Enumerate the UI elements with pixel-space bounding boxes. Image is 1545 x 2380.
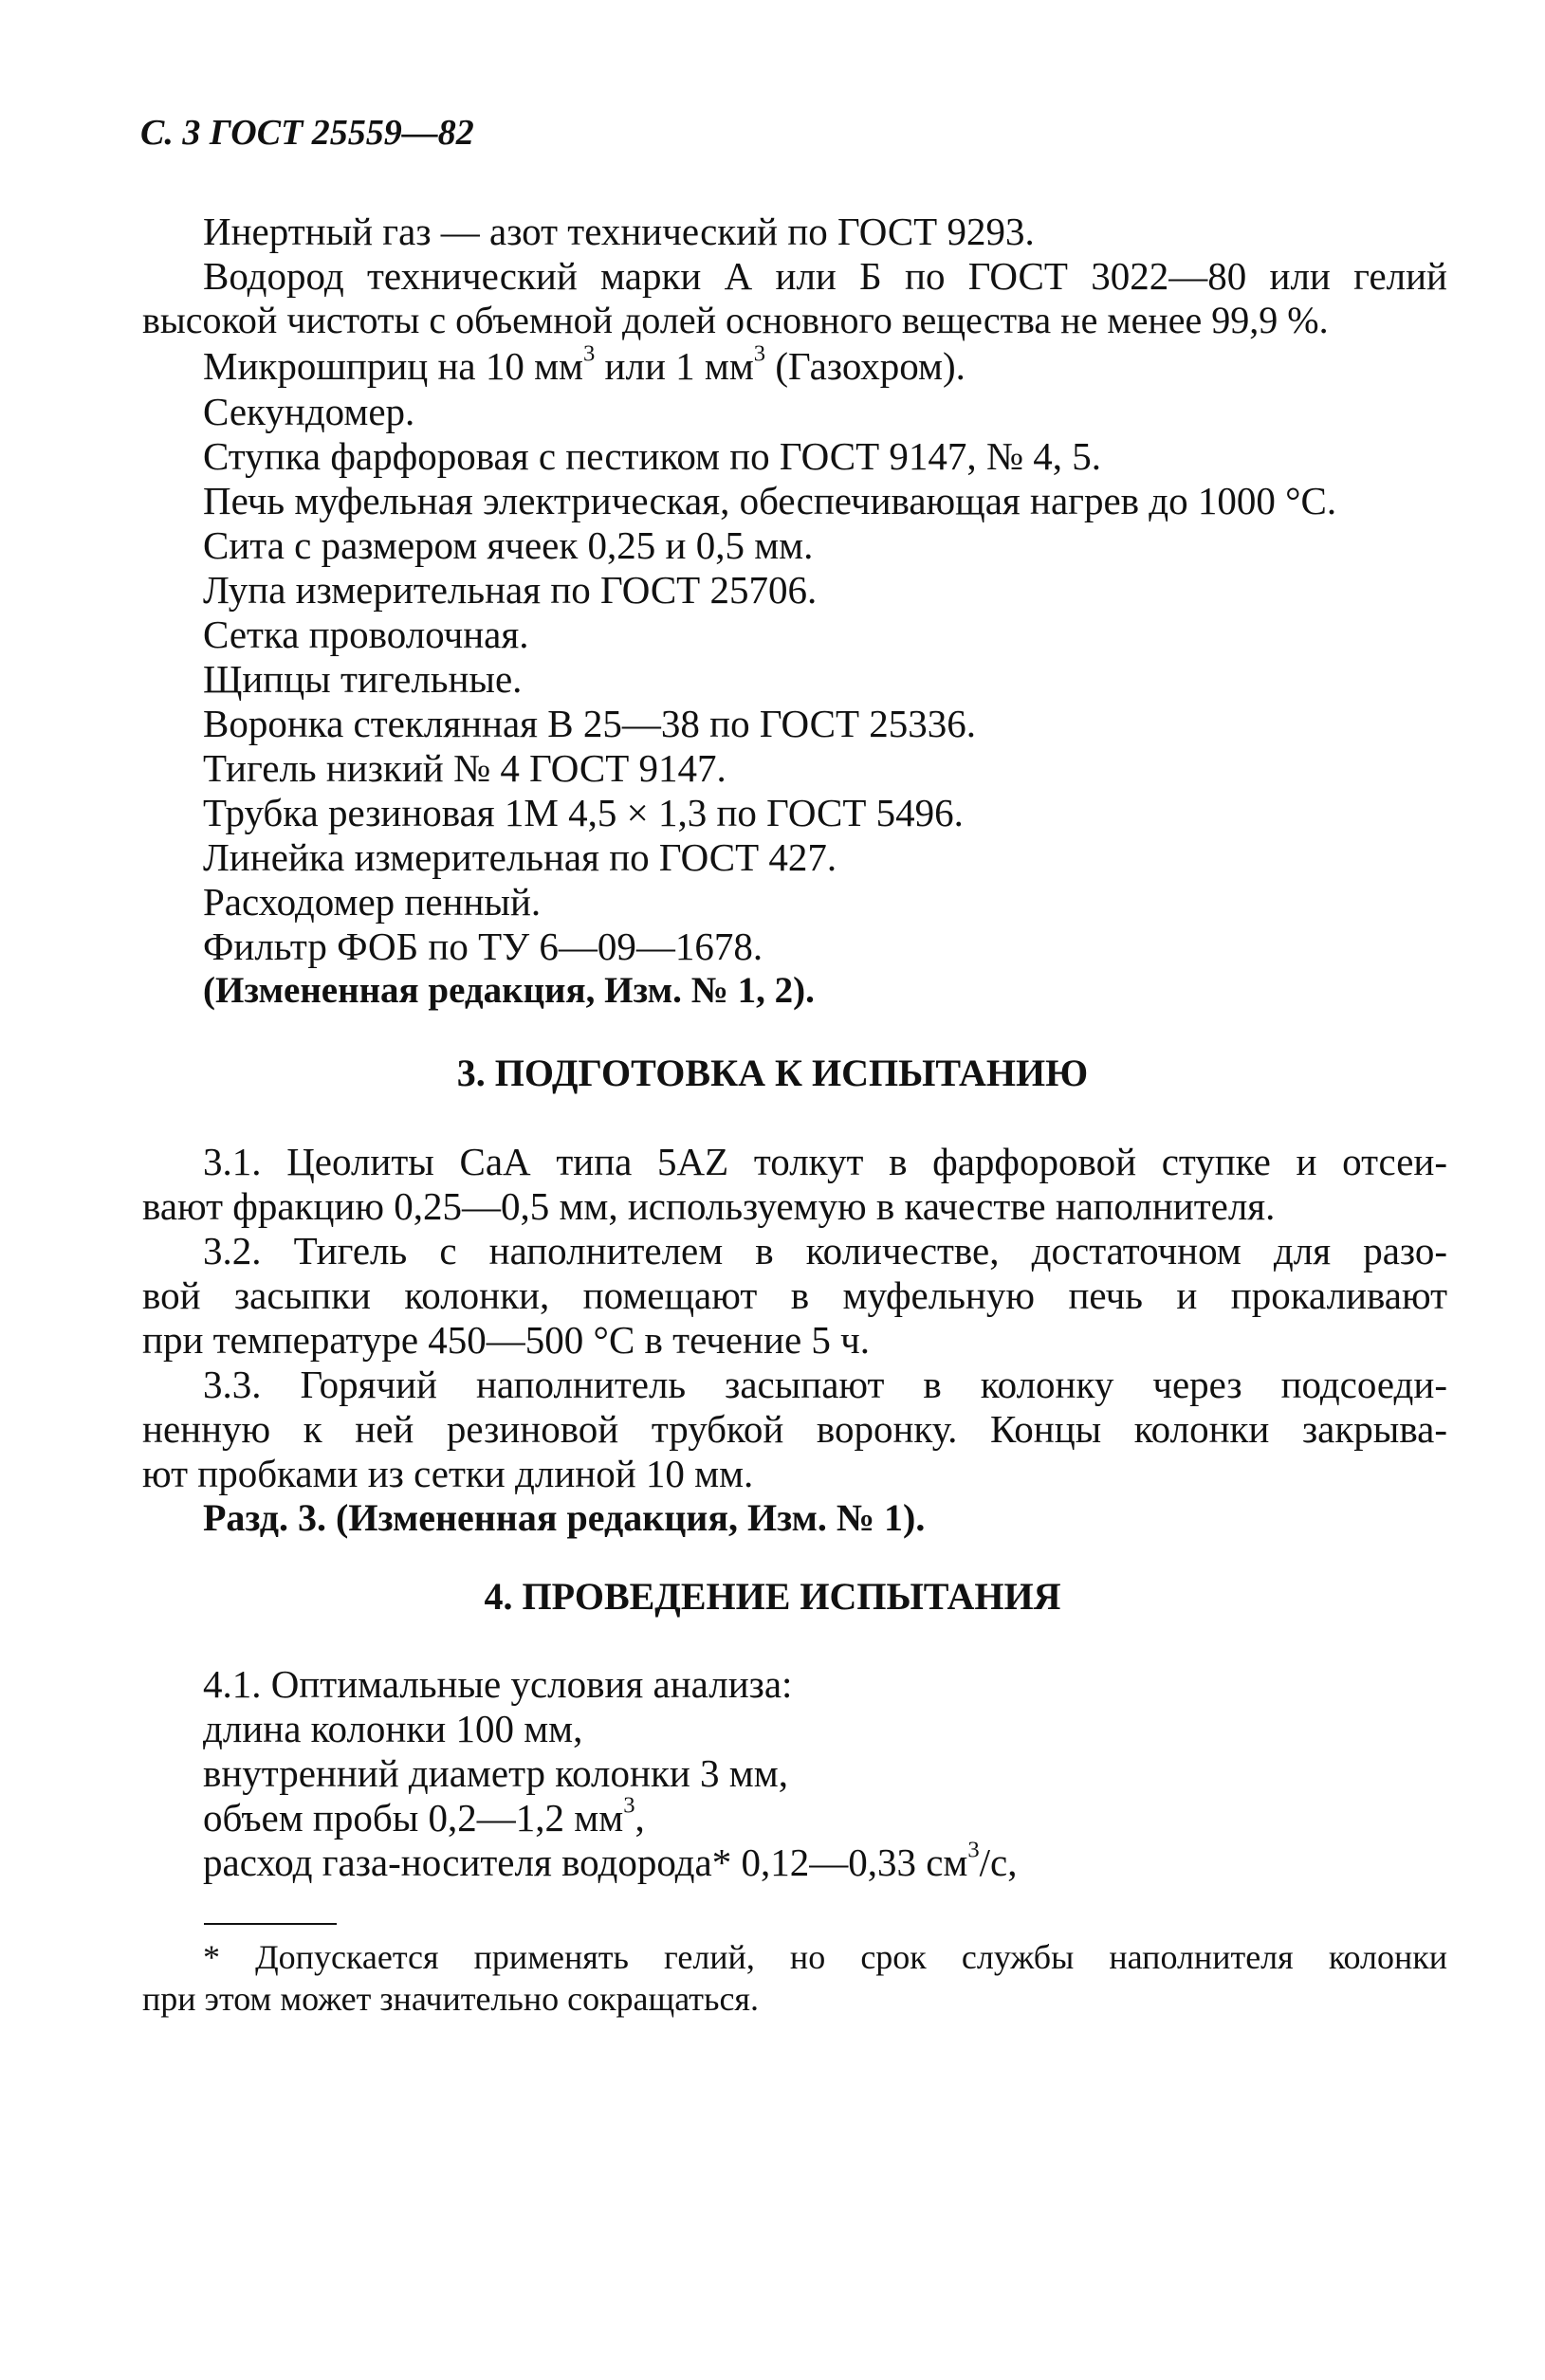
paragraph-line: вой засыпки колонки, помещают в муфельную печь и прокаливают xyxy=(142,1273,1447,1317)
footnote-divider xyxy=(204,1923,337,1925)
paragraph-line: ют пробками из сетки длиной 10 мм. xyxy=(142,1452,754,1495)
section-heading: 4. ПРОВЕДЕНИЕ ИСПЫТАНИЯ xyxy=(484,1575,1061,1618)
list-item: Тигель низкий № 4 ГОСТ 9147. xyxy=(203,746,727,790)
footnote-line: при этом может значительно сокращаться. xyxy=(142,1980,759,2018)
list-item: Сетка проволочная. xyxy=(203,613,529,656)
amendment-note: Разд. 3. (Измененная редакция, Изм. № 1). xyxy=(203,1496,926,1539)
list-item: Расходомер пенный. xyxy=(203,880,542,924)
page-header: С. 3 ГОСТ 25559—82 xyxy=(140,113,474,153)
list-item: Инертный газ — азот технический по ГОСТ 9293. xyxy=(203,210,1035,253)
condition-line: расход газа-носителя водорода* 0,12—0,33 $см^3/с$, xyxy=(203,1837,1018,1884)
section-heading: 3. ПОДГОТОВКА К ИСПЫТАНИЮ xyxy=(456,1052,1089,1094)
list-item: Воронка стеклянная В 25—38 по ГОСТ 25336. xyxy=(203,702,976,745)
condition-line: длина колонки 100 мм, xyxy=(203,1707,583,1750)
list-item: Фильтр ФОБ по ТУ 6—09—1678. xyxy=(203,925,763,968)
list-item: Микрошприц на 10 $мм^3$ или 1 $мм^3$ (Газохром). xyxy=(203,340,966,388)
list-item: Трубка резиновая 1М 4,5 × 1,3 по ГОСТ 5496. xyxy=(203,791,964,834)
list-item: Ступка фарфоровая с пестиком по ГОСТ 9147, № 4, 5. xyxy=(203,434,1101,478)
paragraph-line: 3.2. Тигель с наполнителем в количестве, достаточном для разо- xyxy=(203,1229,1447,1272)
paragraph-line: ненную к ней резиновой трубкой воронку. Концы колонки закрыва- xyxy=(142,1407,1447,1451)
paragraph-line: 3.3. Горячий наполнитель засыпают в колонку через подсоеди- xyxy=(203,1363,1447,1406)
footnote-line: * Допускается применять гелий, но срок службы наполнителя колонки xyxy=(203,1938,1447,1976)
paragraph-line: 4.1. Оптимальные условия анализа: xyxy=(203,1662,793,1706)
list-item: Водород технический марки А или Б по ГОСТ 3022—80 или гелий xyxy=(203,254,1447,298)
condition-line: внутренний диаметр колонки 3 мм, xyxy=(203,1751,788,1795)
paragraph-line: 3.1. Цеолиты СаА типа 5АZ толкут в фарфоровой ступке и отсеи- xyxy=(203,1140,1447,1183)
list-item: Секундомер. xyxy=(203,390,415,433)
list-item-continuation: высокой чистоты с объемной долей основного вещества не менее 99,9 %. xyxy=(142,299,1329,341)
list-item: Лупа измерительная по ГОСТ 25706. xyxy=(203,568,818,612)
amendment-note: (Измененная редакция, Изм. № 1, 2). xyxy=(203,970,815,1011)
paragraph-line: вают фракцию 0,25—0,5 мм, используемую в качестве наполнителя. xyxy=(142,1184,1276,1228)
list-item: Щипцы тигельные. xyxy=(203,657,523,701)
condition-line: объем пробы 0,2—1,2 $мм^3$, xyxy=(203,1792,645,1840)
list-item: Сита с размером ячеек 0,25 и 0,5 мм. xyxy=(203,523,814,567)
list-item: Печь муфельная электрическая, обеспечивающая нагрев до 1000 °С. xyxy=(203,479,1337,522)
paragraph-line: при температуре 450—500 °С в течение 5 ч. xyxy=(142,1318,871,1362)
list-item: Линейка измерительная по ГОСТ 427. xyxy=(203,835,837,879)
